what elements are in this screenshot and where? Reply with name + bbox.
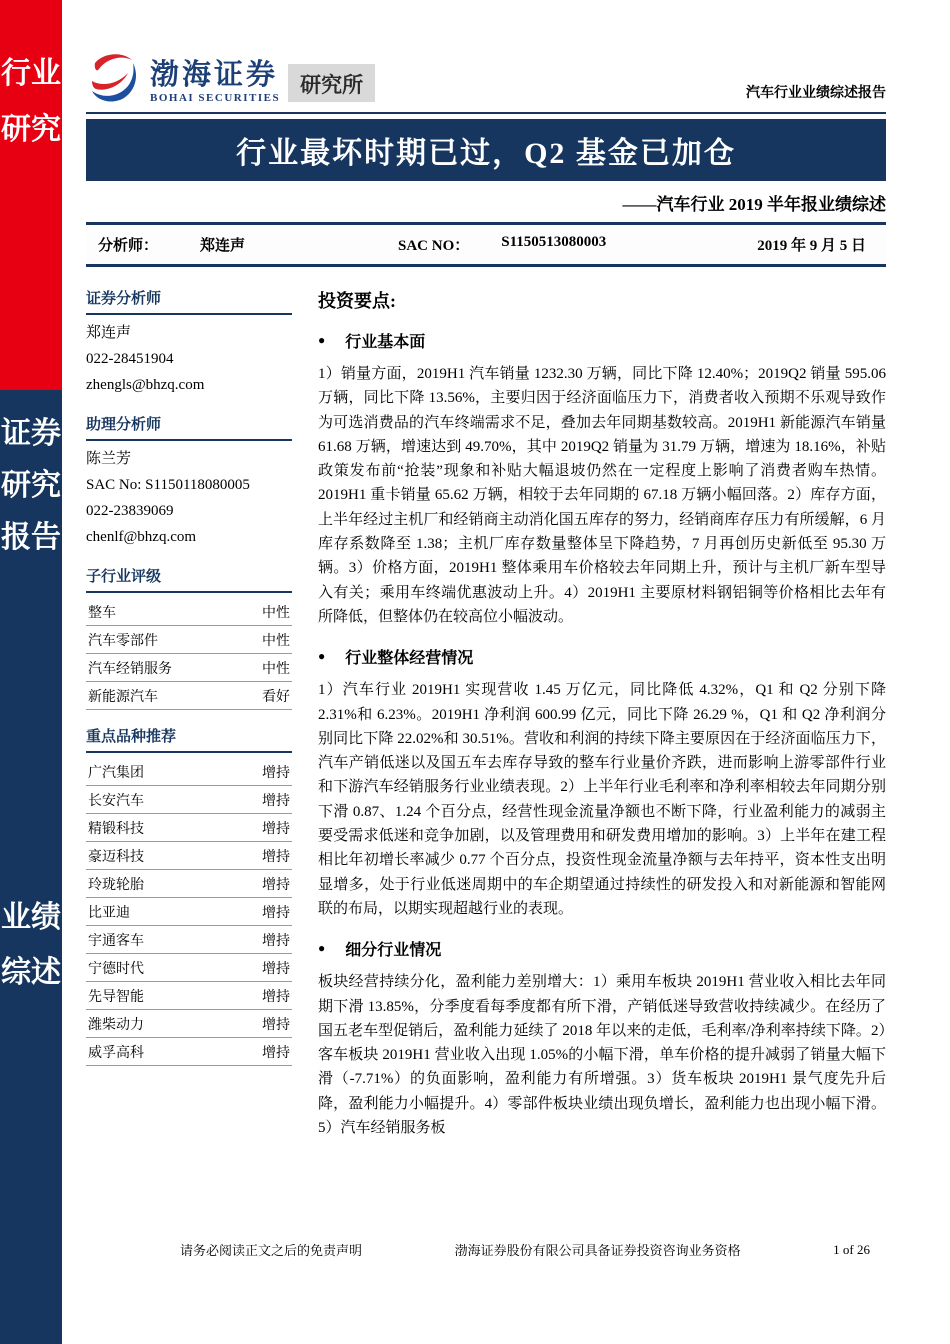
sac-group [398, 234, 757, 255]
assistant-section [86, 413, 292, 550]
rating-name: 汽车经销服务 [88, 662, 172, 677]
sac-label: SAC NO： [398, 238, 470, 254]
stock-rating: 增持 [262, 1018, 290, 1033]
stock-rating: 增持 [262, 990, 290, 1005]
rating-row [86, 598, 292, 626]
rating-name: 整车 [88, 606, 116, 621]
stock-row [86, 982, 292, 1010]
section-subsector-situation [318, 937, 886, 1140]
section-industry-fundamentals [318, 329, 886, 629]
stock-name: 精锻科技 [88, 822, 144, 837]
stock-rating: 增持 [262, 850, 290, 865]
sidebar [0, 0, 62, 1344]
section-body: 板块经营持续分化，盈利能力差别增大：1）乘用车板块 2019H1 营业收入相比去年同期下滑 13.85%，分季度看每季度都有所下滑，产销低迷导致营收持续减少。在经历了国五老车型促销后，盈利能力延续了 2018 年以来的走低，毛利率/净利率持续下降。2）客车板块 2019H1 营业收入出现 1.05%的小幅下滑，单车价格的提升减弱了销量大幅下滑（-7.71%）的负面影响，盈利能力有所增强。3）货车板块 2019H1 景气度先升后降，盈利能力小幅提升。4）零部件板块业绩出现负增长，盈利能力也出现小幅下滑。5）汽车经销服务板 [318, 974, 886, 1137]
stock-name: 长安汽车 [88, 794, 144, 809]
body-columns [86, 287, 886, 1140]
analyst-section-title: 证券分析师 [86, 287, 292, 315]
stock-row [86, 1010, 292, 1038]
stock-rating: 增持 [262, 1046, 290, 1061]
footer-page-number: 1 of 26 [833, 1241, 870, 1257]
report-content [62, 0, 950, 1344]
main-text-column [292, 287, 886, 1140]
analyst-group [98, 234, 398, 255]
stock-name: 豪迈科技 [88, 850, 144, 865]
stock-rating: 增持 [262, 822, 290, 837]
stock-name: 威孚高科 [88, 1046, 144, 1061]
stock-picks-section [86, 725, 292, 1066]
rating-value: 中性 [262, 662, 290, 677]
analyst-label: 分析师： [98, 238, 159, 254]
brand-block [86, 50, 375, 104]
rating-row [86, 654, 292, 682]
sidebar-red-band [0, 0, 62, 390]
assistant-email: chenlf@bhzq.com [86, 529, 197, 545]
section-title-row [318, 937, 886, 960]
stock-row [86, 898, 292, 926]
stock-name: 广汽集团 [88, 766, 144, 781]
assistant-section-title: 助理分析师 [86, 413, 292, 441]
stock-rating: 增持 [262, 906, 290, 921]
page-footer [148, 1240, 884, 1259]
stock-name: 潍柴动力 [88, 1018, 144, 1033]
rating-value: 看好 [262, 690, 290, 705]
bullet-icon: ● [318, 941, 326, 956]
brand-text [150, 60, 280, 104]
rating-name: 汽车零部件 [88, 634, 158, 649]
stock-row [86, 814, 292, 842]
assistant-sac-line: SAC No: S1150118080005 [86, 477, 250, 493]
stock-rating: 增持 [262, 934, 290, 949]
bohai-logo-icon [86, 50, 140, 104]
analyst-name: 郑连声 [200, 238, 246, 254]
bullet-icon: ● [318, 649, 326, 664]
rating-row [86, 626, 292, 654]
stock-row [86, 786, 292, 814]
stock-row [86, 758, 292, 786]
report-header [86, 0, 886, 114]
stock-row [86, 1038, 292, 1066]
section-title: 细分行业情况 [345, 942, 442, 960]
analyst-section [86, 287, 292, 398]
stock-row [86, 926, 292, 954]
investment-highlights-heading: 投资要点: [318, 291, 396, 311]
stock-row [86, 870, 292, 898]
stock-rating: 增持 [262, 878, 290, 893]
stock-name: 玲珑轮胎 [88, 878, 144, 893]
analyst-phone: 022-28451904 [86, 351, 174, 367]
sidebar-blue-band [0, 390, 62, 1344]
analyst-email: zhengls@bhzq.com [86, 377, 205, 393]
stock-rating: 增持 [262, 962, 290, 977]
stock-rating: 增持 [262, 766, 290, 781]
report-date: 2019 年 9 月 5 日 [757, 238, 866, 254]
rating-section [86, 565, 292, 710]
brand-name-cn: 渤海证券 [150, 59, 279, 92]
report-subtitle: ——汽车行业 2019 半年报业绩综述 [622, 195, 886, 214]
footer-disclaimer: 请务必阅读正文之后的免责声明 [180, 1243, 363, 1258]
sidebar-label-industry-research: 行业研究 [1, 57, 61, 146]
section-title: 行业整体经营情况 [345, 650, 474, 668]
rating-section-title: 子行业评级 [86, 565, 292, 593]
rating-value: 中性 [262, 634, 290, 649]
bullet-icon: ● [318, 333, 326, 347]
section-title-row [318, 645, 886, 668]
section-title: 行业基本面 [345, 334, 426, 351]
stock-row [86, 842, 292, 870]
analyst-bar [86, 222, 886, 267]
section-body: 1）汽车行业 2019H1 实现营收 1.45 万亿元，同比降低 4.32%，Q1 和 Q2 分别下降 2.31%和 6.23%。2019H1 净利润 600.99 亿元，同比下降 26.29 %，Q1 和 Q2 净利润分别同比下降 22.02%和 30.51%。营收和利润的持续下降主要原因在于经济面临压力下，汽车产销低迷以及国五车去库存导致的整车行业量价齐跌，进而影响上游零部件行业和下游汽车经销服务行业业绩表现。2）上半年行业毛利率和净利率相较去年同期分别下滑 0.87、1.24 个百分点，经营性现金流量净额也不断下降，行业盈利能力的减弱主要受需求低迷和竞争加剧，以及管理费用和研发费用增加的影响。3）上半年在建工程相比年初增长率减少 0.77 个百分点，投资性现金流量净额与去年持平，资本性支出明显增多，处于行业低迷周期中的车企期望通过持续性的研发投入和对新能源和智能网联的布局，以期实现超越行业的表现。 [318, 682, 886, 917]
rating-row [86, 682, 292, 710]
rating-value: 中性 [262, 606, 290, 621]
stock-row [86, 954, 292, 982]
stock-name: 宇通客车 [88, 934, 144, 949]
analyst-name-line: 郑连声 [86, 325, 132, 341]
info-column [86, 287, 292, 1140]
section-title-row [318, 329, 886, 352]
footer-qualification: 渤海证券股份有限公司具备证券投资咨询业务资格 [454, 1243, 741, 1258]
stock-name: 宁德时代 [88, 962, 144, 977]
assistant-name-line: 陈兰芳 [86, 451, 132, 467]
assistant-phone: 022-23839069 [86, 503, 174, 519]
stock-name: 比亚迪 [88, 906, 130, 921]
stock-picks-section-title: 重点品种推荐 [86, 725, 292, 753]
report-type-label: 汽车行业业绩综述报告 [746, 86, 886, 101]
rating-name: 新能源汽车 [88, 690, 158, 705]
section-industry-operations [318, 645, 886, 921]
sidebar-label-performance-summary: 业绩综述 [1, 901, 61, 989]
stock-name: 先导智能 [88, 990, 144, 1005]
brand-name-en: BOHAI SECURITIES [150, 92, 281, 104]
sac-number: S1150513080003 [501, 234, 607, 250]
stock-rating: 增持 [262, 794, 290, 809]
section-body: 1）销量方面，2019H1 汽车销量 1232.30 万辆，同比下降 12.40%；2019Q2 销量 595.06 万辆，同比下降 13.56%，主要归因于经济面临压力下，消费者收入预期不乐观导致作为可选消费品的汽车终端需求不足，叠加去年同期基数较高。2019H1 新能源汽车销量 61.68 万辆，增速达到 49.70%，其中 2019Q2 销量为 31.79 万辆，增速为 18.16%，补贴政策发布前“抢装”现象和补贴大幅退坡仍然在一定程度上影响了消费者购车热情。2019H1 重卡销量 65.62 万辆，相较于去年同期的 67.18 万辆小幅回落。2）库存方面，上半年经过主机厂和经销商主动消化国五库存的努力，经销商库存压力有所缓解，6 月库存系数降至 1.38；主机厂库存数量整体呈下降趋势，7 月再创历史新低至 95.30 万辆。3）价格方面，2019H1 整体乘用车价格较去年同期上升，预计与主机厂新车型导入有关；乘用车终端优惠波动上升。4）2019H1 主要原材料钢铝铜等价格相比去年有所降低，但整体仍在较高位小幅波动。 [318, 366, 886, 625]
institute-badge: 研究所 [288, 64, 375, 102]
report-title: 行业最坏时期已过，Q2 基金已加仓 [236, 137, 736, 170]
title-banner [86, 119, 886, 181]
sidebar-label-securities-research-report: 证券研究报告 [1, 417, 61, 554]
